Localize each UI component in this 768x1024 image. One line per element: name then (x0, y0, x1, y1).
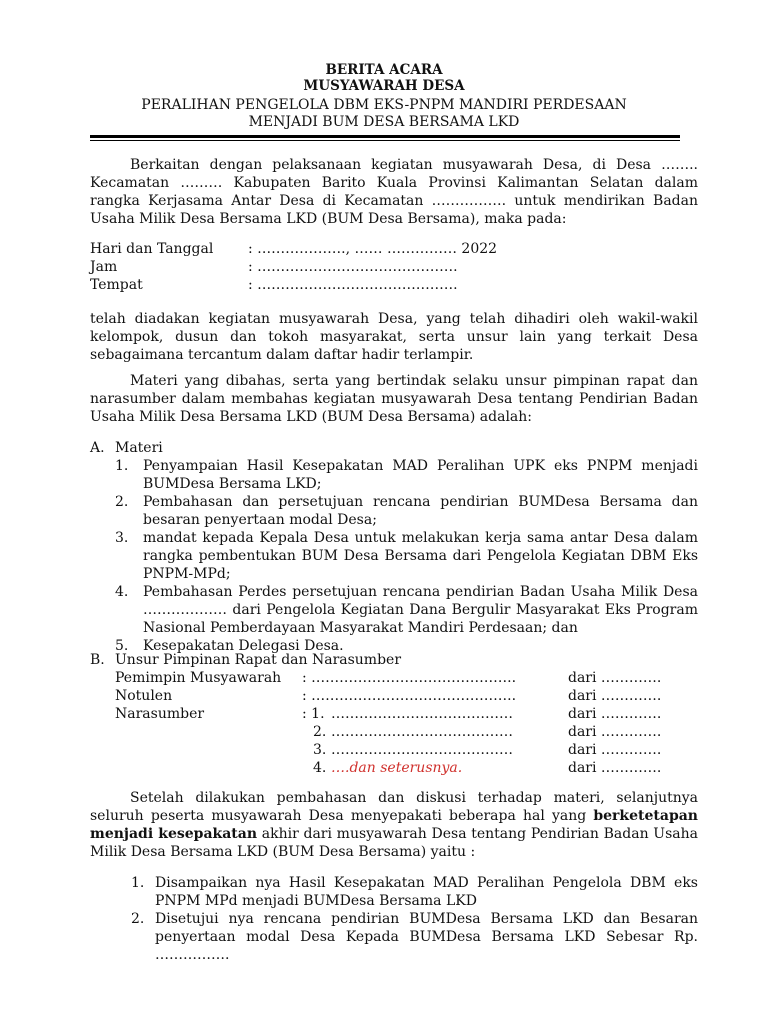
leader-value: : …………………………………….. (302, 670, 517, 686)
section-a-title: Materi (115, 440, 163, 456)
document-subtitle: PERALIHAN PENGELOLA DBM EKS-PNPM MANDIRI PERDESAAN (141, 97, 627, 113)
schedule-place-value: : ……………………………………. (248, 277, 458, 293)
schedule-time-label: Jam (90, 259, 118, 275)
header-divider-thin (90, 140, 680, 141)
document-title: BERITA ACARA (325, 62, 443, 78)
narasumber-value: ………………………………… (331, 706, 513, 722)
conclusion-emphasis: berketetapan menjadi kesepakatan (90, 808, 698, 842)
narasumber-number: 3. (313, 742, 327, 758)
list-item-number: 2. (115, 494, 129, 510)
narasumber-value: ………………………………… (331, 742, 513, 758)
list-item-number: 3. (115, 530, 129, 546)
leader-label: Pemimpin Musyawarah (115, 670, 282, 686)
narasumber-label: Narasumber (115, 706, 205, 722)
schedule-date-value: : ………………., …… …………… 2022 (248, 241, 498, 257)
list-item (115, 493, 698, 529)
list-item-text: Penyampaian Hasil Kesepakatan MAD Peralihan UPK eks PNPM menjadi BUMDesa Bersama LKD; (143, 458, 698, 492)
list-item-text: mandat kepada Kepala Desa untuk melakukan kerja sama antar Desa dalam rangka pembentukan BUM Desa Bersama dari Pengelola Kegiatan DBM Eks PNPM-MPd; (143, 530, 698, 582)
list-item (115, 583, 698, 637)
list-item-number: 1. (115, 458, 129, 474)
document-subtitle-line2: MENJADI BUM DESA BERSAMA LKD (248, 114, 520, 130)
narasumber-origin: dari …………. (568, 706, 662, 722)
list-item-text: Pembahasan Perdes persetujuan rencana pendirian Badan Usaha Milik Desa ……………… dari Pengelola Kegiatan Dana Bergulir Masyarakat Eks Program Nasional Pemberdayaan Masyarakat Mandiri Perdesaan; dan (143, 584, 698, 636)
list-item-text: Disetujui nya rencana pendirian BUMDesa Bersama LKD dan Besaran penyertaan modal Desa Kepada BUMDesa Bersama LKD Sebesar Rp. ……………. (155, 911, 698, 963)
agreements-list (115, 874, 698, 964)
narasumber-number: 2. (313, 724, 327, 740)
schedule-place-label: Tempat (90, 277, 143, 293)
schedule-time-value: : ……………………………………. (248, 259, 458, 275)
attendance-paragraph: telah diadakan kegiatan musyawarah Desa, yang telah dihadiri oleh wakil-wakil kelompok, dusun dan tokoh masyarakat, serta unsur lain yang terkait Desa sebagaimana tercantum dalam daftar hadir terlampir. (90, 311, 698, 363)
intro-paragraph: Berkaitan dengan pelaksanaan kegiatan musyawarah Desa, di Desa …….. Kecamatan ……… Kabupaten Barito Kuala Provinsi Kalimantan Selatan dalam rangka Kerjasama Antar Desa di Kecamatan ……………. untuk mendirikan Badan Usaha Milik Desa Bersama LKD (BUM Desa Bersama), maka pada: (90, 157, 698, 227)
notulen-value: : …………………………………….. (302, 688, 517, 704)
section-a-letter: A. (90, 440, 105, 456)
materials-intro-paragraph: Materi yang dibahas, serta yang bertindak selaku unsur pimpinan rapat dan narasumber dalam membahas kegiatan musyawarah Desa tentang Pendirian Badan Usaha Milik Desa Bersama LKD (BUM Desa Bersama) adalah: (90, 373, 698, 425)
narasumber-number: 4. (313, 760, 327, 776)
list-item-number: 4. (115, 584, 129, 600)
narasumber-value: ………………………………… (331, 724, 513, 740)
notulen-label: Notulen (115, 688, 173, 704)
materials-list (115, 457, 698, 655)
list-item-number: 5. (115, 638, 129, 654)
list-item (115, 910, 698, 964)
list-item-text: Kesepakatan Delegasi Desa. (143, 638, 344, 654)
list-item-text: Disampaikan nya Hasil Kesepakatan MAD Peralihan Pengelola DBM eks PNPM MPd menjadi BUMDesa Bersama LKD (155, 875, 698, 909)
narasumber-origin: dari …………. (568, 760, 662, 776)
narasumber-number: : 1. (302, 706, 325, 722)
narasumber-origin: dari …………. (568, 724, 662, 740)
list-item-text: Pembahasan dan persetujuan rencana pendirian BUMDesa Bersama dan besaran penyertaan modal Desa; (143, 494, 698, 528)
list-item (115, 874, 698, 910)
schedule-date-label: Hari dan Tanggal (90, 241, 214, 257)
list-item (115, 529, 698, 583)
notulen-origin: dari …………. (568, 688, 662, 704)
list-item-number: 2. (131, 911, 145, 927)
section-b-title: Unsur Pimpinan Rapat dan Narasumber (115, 652, 402, 668)
list-item (115, 457, 698, 493)
conclusion-paragraph (90, 789, 698, 861)
list-item-number: 1. (131, 875, 145, 891)
conclusion-text: Setelah dilakukan pembahasan dan diskusi terhadap materi, selanjutnya seluruh peserta musyawarah Desa menyepakati beberapa hal yang (90, 790, 698, 824)
narasumber-origin: dari …………. (568, 742, 662, 758)
document-title-line2: MUSYAWARAH DESA (303, 78, 465, 94)
conclusion-text-end: akhir dari musyawarah Desa tentang Pendirian Badan Usaha Milik Desa Bersama LKD (BUM Desa Bersama) yaitu : (90, 826, 698, 860)
narasumber-etc-note: ….dan seterusnya. (331, 760, 463, 776)
leader-origin: dari …………. (568, 670, 662, 686)
section-b-letter: B. (90, 652, 105, 668)
header-divider-thick (90, 135, 680, 138)
